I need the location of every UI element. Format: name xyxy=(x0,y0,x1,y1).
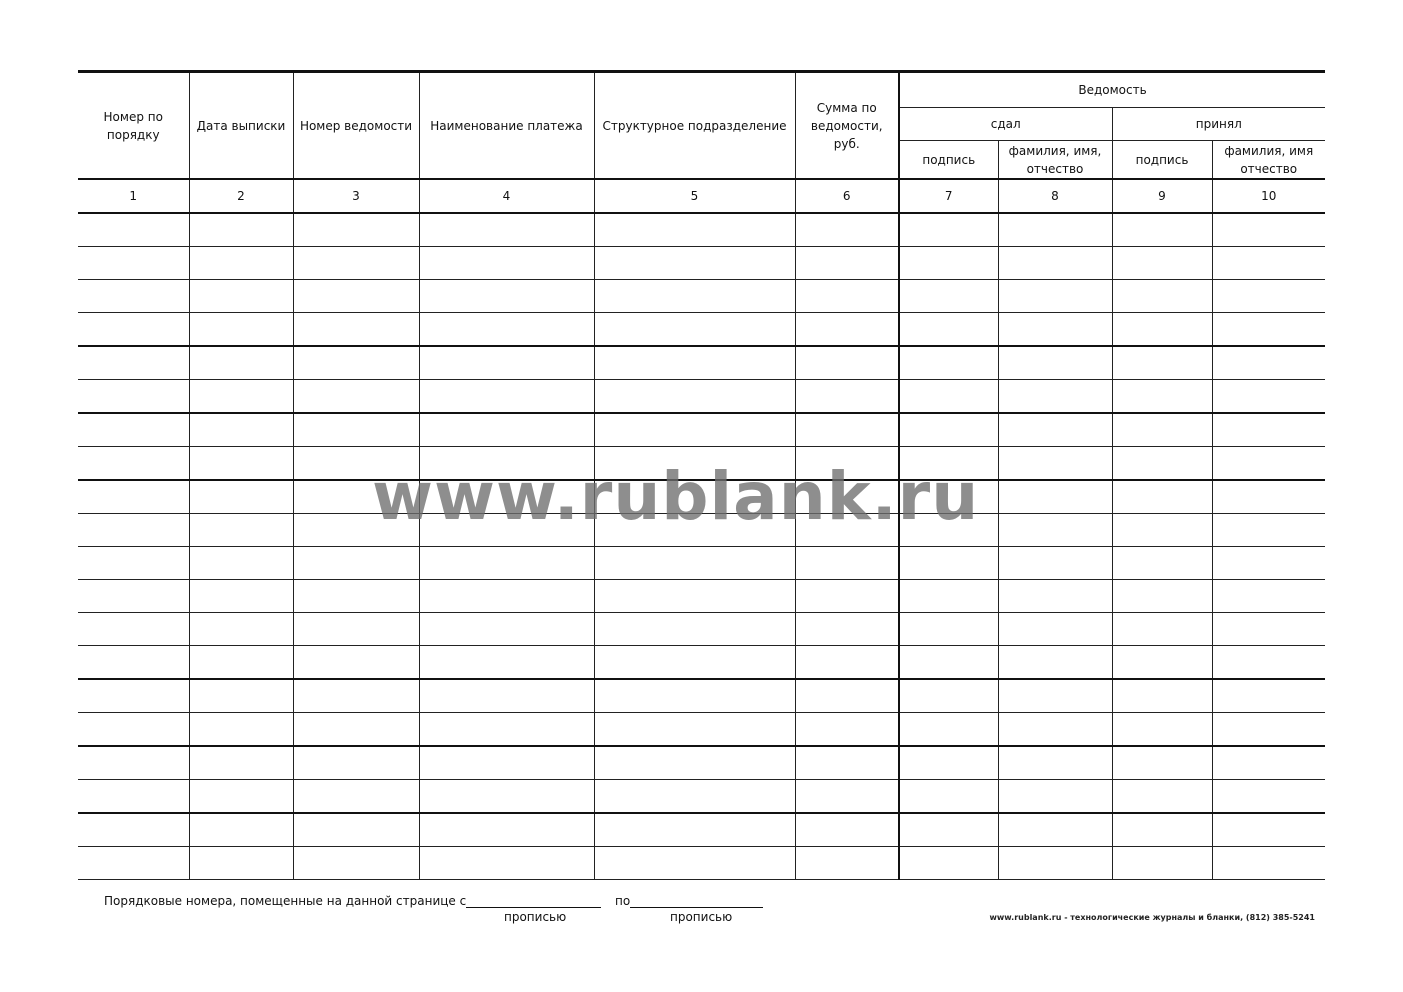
table-cell[interactable] xyxy=(1112,447,1212,481)
table-row xyxy=(78,346,1325,380)
table-cell[interactable] xyxy=(998,780,1112,814)
header-gave: сдал xyxy=(899,108,1112,141)
table-cell[interactable] xyxy=(189,247,293,280)
table-cell[interactable] xyxy=(189,813,293,847)
table-cell[interactable] xyxy=(899,713,998,747)
table-cell[interactable] xyxy=(899,813,998,847)
header-statement-group: Ведомость xyxy=(899,72,1325,108)
header-signature-gave: подпись xyxy=(899,141,998,180)
table-row xyxy=(78,713,1325,747)
column-number: 6 xyxy=(795,179,899,213)
table-cell[interactable] xyxy=(78,346,189,380)
table-cell[interactable] xyxy=(293,447,419,481)
table-cell[interactable] xyxy=(78,313,189,347)
table-cell[interactable] xyxy=(594,746,795,780)
table-cell[interactable] xyxy=(1212,780,1325,814)
table-cell[interactable] xyxy=(189,580,293,613)
table-cell[interactable] xyxy=(1112,847,1212,880)
publisher-credit: www.rublank.ru - технологические журналы и бланки, (812) 385-5241 xyxy=(989,913,1315,922)
table-cell[interactable] xyxy=(419,646,594,680)
table-cell[interactable] xyxy=(899,547,998,580)
table-cell[interactable] xyxy=(795,313,899,347)
table-cell[interactable] xyxy=(899,646,998,680)
table-cell[interactable] xyxy=(795,713,899,747)
table-cell[interactable] xyxy=(1212,380,1325,414)
table-cell[interactable] xyxy=(795,280,899,313)
table-cell[interactable] xyxy=(795,514,899,547)
table-cell[interactable] xyxy=(594,480,795,514)
table-cell[interactable] xyxy=(795,847,899,880)
footer-po: по xyxy=(615,894,631,908)
table-cell[interactable] xyxy=(189,746,293,780)
table-cell[interactable] xyxy=(419,580,594,613)
table-cell[interactable] xyxy=(899,280,998,313)
table-cell[interactable] xyxy=(293,713,419,747)
table-cell[interactable] xyxy=(795,813,899,847)
table-cell[interactable] xyxy=(1212,514,1325,547)
table-cell[interactable] xyxy=(899,247,998,280)
table-cell[interactable] xyxy=(1212,746,1325,780)
table-cell[interactable] xyxy=(594,713,795,747)
table-cell[interactable] xyxy=(78,613,189,646)
column-number: 7 xyxy=(899,179,998,213)
table-cell[interactable] xyxy=(899,447,998,481)
table-cell[interactable] xyxy=(998,247,1112,280)
table-cell[interactable] xyxy=(795,380,899,414)
table-cell[interactable] xyxy=(1112,514,1212,547)
table-cell[interactable] xyxy=(998,447,1112,481)
column-number: 5 xyxy=(594,179,795,213)
table-cell[interactable] xyxy=(293,213,419,247)
table-cell[interactable] xyxy=(998,547,1112,580)
table-cell[interactable] xyxy=(293,413,419,447)
table-cell[interactable] xyxy=(795,613,899,646)
table-cell[interactable] xyxy=(293,646,419,680)
table-row xyxy=(78,847,1325,880)
table-cell[interactable] xyxy=(899,746,998,780)
table-cell[interactable] xyxy=(795,780,899,814)
table-cell[interactable] xyxy=(293,813,419,847)
header-division: Структурное подразделение xyxy=(594,72,795,180)
table-cell[interactable] xyxy=(1112,213,1212,247)
table-cell[interactable] xyxy=(1212,713,1325,747)
table-row xyxy=(78,213,1325,247)
table-cell[interactable] xyxy=(189,280,293,313)
watermark: www.rublank.ru xyxy=(372,458,980,535)
table-cell[interactable] xyxy=(419,213,594,247)
table-cell[interactable] xyxy=(899,613,998,646)
table-cell[interactable] xyxy=(795,346,899,380)
table-cell[interactable] xyxy=(1212,247,1325,280)
table-cell[interactable] xyxy=(998,580,1112,613)
table-cell[interactable] xyxy=(899,679,998,713)
table-row xyxy=(78,547,1325,580)
table-cell[interactable] xyxy=(998,380,1112,414)
table-cell[interactable] xyxy=(899,580,998,613)
table-cell[interactable] xyxy=(594,847,795,880)
table-cell[interactable] xyxy=(899,780,998,814)
table-cell[interactable] xyxy=(1212,847,1325,880)
table-cell[interactable] xyxy=(1112,613,1212,646)
table-row xyxy=(78,413,1325,447)
table-cell[interactable] xyxy=(1112,679,1212,713)
table-cell[interactable] xyxy=(795,547,899,580)
table-cell[interactable] xyxy=(189,646,293,680)
table-cell[interactable] xyxy=(998,280,1112,313)
header-signature-received: подпись xyxy=(1112,141,1212,180)
ledger-sheet xyxy=(78,70,1325,880)
column-number: 10 xyxy=(1212,179,1325,213)
header-order-number: Номер по порядку xyxy=(103,109,163,142)
table-cell[interactable] xyxy=(1212,813,1325,847)
table-cell[interactable] xyxy=(419,847,594,880)
table-cell[interactable] xyxy=(1212,613,1325,646)
table-cell[interactable] xyxy=(78,213,189,247)
table-cell[interactable] xyxy=(795,746,899,780)
table-cell[interactable] xyxy=(998,213,1112,247)
table-cell[interactable] xyxy=(293,514,419,547)
table-cell[interactable] xyxy=(1112,480,1212,514)
table-cell[interactable] xyxy=(78,780,189,814)
table-cell[interactable] xyxy=(189,679,293,713)
table-cell[interactable] xyxy=(795,480,899,514)
table-cell[interactable] xyxy=(419,346,594,380)
table-cell[interactable] xyxy=(78,547,189,580)
table-cell[interactable] xyxy=(189,514,293,547)
table-cell[interactable] xyxy=(419,480,594,514)
table-cell[interactable] xyxy=(78,514,189,547)
table-cell[interactable] xyxy=(78,380,189,414)
table-cell[interactable] xyxy=(899,313,998,347)
table-cell[interactable] xyxy=(594,380,795,414)
table-cell[interactable] xyxy=(998,646,1112,680)
table-cell[interactable] xyxy=(998,514,1112,547)
table-cell[interactable] xyxy=(594,547,795,580)
column-number: 4 xyxy=(419,179,594,213)
header-statement-number: Номер ведомости xyxy=(293,72,419,180)
column-number: 8 xyxy=(998,179,1112,213)
table-cell[interactable] xyxy=(419,313,594,347)
table-cell[interactable] xyxy=(189,380,293,414)
table-cell[interactable] xyxy=(1212,547,1325,580)
table-cell[interactable] xyxy=(1112,746,1212,780)
table-cell[interactable] xyxy=(1212,646,1325,680)
table-cell[interactable] xyxy=(189,780,293,814)
table-cell[interactable] xyxy=(594,514,795,547)
table-cell[interactable] xyxy=(78,480,189,514)
header-amount: Сумма по ведомости, руб. xyxy=(795,72,899,180)
table-row xyxy=(78,580,1325,613)
table-cell[interactable] xyxy=(998,480,1112,514)
table-cell[interactable] xyxy=(1212,580,1325,613)
table-cell[interactable] xyxy=(899,480,998,514)
table-cell[interactable] xyxy=(78,280,189,313)
table-cell[interactable] xyxy=(293,313,419,347)
table-cell[interactable] xyxy=(1112,313,1212,347)
table-cell[interactable] xyxy=(1112,346,1212,380)
table-row xyxy=(78,380,1325,414)
header-fullname-received: фамилия, имя отчество xyxy=(1212,141,1325,180)
table-cell[interactable] xyxy=(594,679,795,713)
table-cell[interactable] xyxy=(998,346,1112,380)
table-cell[interactable] xyxy=(293,613,419,646)
table-cell[interactable] xyxy=(293,580,419,613)
table-cell[interactable] xyxy=(899,514,998,547)
table-cell[interactable] xyxy=(419,613,594,646)
table-cell[interactable] xyxy=(78,447,189,481)
table-cell[interactable] xyxy=(293,847,419,880)
table-cell[interactable] xyxy=(419,746,594,780)
table-cell[interactable] xyxy=(1112,580,1212,613)
table-row xyxy=(78,280,1325,313)
table-cell[interactable] xyxy=(189,413,293,447)
table-cell[interactable] xyxy=(594,280,795,313)
table-row xyxy=(78,746,1325,780)
table-cell[interactable] xyxy=(78,746,189,780)
table-cell[interactable] xyxy=(419,780,594,814)
table-cell[interactable] xyxy=(78,413,189,447)
table-cell[interactable] xyxy=(78,679,189,713)
table-cell[interactable] xyxy=(78,813,189,847)
table-cell[interactable] xyxy=(998,613,1112,646)
table-cell[interactable] xyxy=(1212,213,1325,247)
table-row xyxy=(78,480,1325,514)
table-cell[interactable] xyxy=(1212,679,1325,713)
table-cell[interactable] xyxy=(1212,346,1325,380)
table-cell[interactable] xyxy=(594,447,795,481)
table-cell[interactable] xyxy=(293,547,419,580)
table-cell[interactable] xyxy=(1212,480,1325,514)
table-cell[interactable] xyxy=(594,346,795,380)
table-cell[interactable] xyxy=(594,247,795,280)
header-received: принял xyxy=(1112,108,1325,141)
table-row xyxy=(78,447,1325,481)
table-cell[interactable] xyxy=(998,679,1112,713)
table-cell[interactable] xyxy=(189,447,293,481)
table-cell[interactable] xyxy=(419,679,594,713)
table-cell[interactable] xyxy=(419,447,594,481)
table-row xyxy=(78,646,1325,680)
table-cell[interactable] xyxy=(189,547,293,580)
table-cell[interactable] xyxy=(998,413,1112,447)
table-cell[interactable] xyxy=(419,813,594,847)
table-cell[interactable] xyxy=(189,613,293,646)
table-cell[interactable] xyxy=(293,346,419,380)
header-issue-date: Дата выписки xyxy=(189,72,293,180)
ledger-table xyxy=(78,70,1325,880)
table-cell[interactable] xyxy=(189,713,293,747)
table-cell[interactable] xyxy=(1112,780,1212,814)
footer-text: Порядковые номера, помещенные на данной странице с xyxy=(104,894,467,908)
table-cell[interactable] xyxy=(1212,413,1325,447)
column-numbers-row xyxy=(78,179,1325,213)
table-cell[interactable] xyxy=(795,580,899,613)
table-cell[interactable] xyxy=(78,646,189,680)
table-cell[interactable] xyxy=(293,780,419,814)
table-cell[interactable] xyxy=(1212,447,1325,481)
header-payment-name: Наименование платежа xyxy=(419,72,594,180)
table-cell[interactable] xyxy=(293,380,419,414)
table-cell[interactable] xyxy=(594,813,795,847)
table-row xyxy=(78,247,1325,280)
column-number: 2 xyxy=(189,179,293,213)
table-cell[interactable] xyxy=(293,247,419,280)
table-cell[interactable] xyxy=(899,380,998,414)
table-cell[interactable] xyxy=(78,247,189,280)
table-cell[interactable] xyxy=(419,514,594,547)
table-cell[interactable] xyxy=(189,346,293,380)
from-blank-field[interactable] xyxy=(466,891,601,908)
table-cell[interactable] xyxy=(795,646,899,680)
table-cell[interactable] xyxy=(795,247,899,280)
table-row xyxy=(78,813,1325,847)
footer-page-range xyxy=(104,891,763,908)
table-cell[interactable] xyxy=(1112,247,1212,280)
table-cell[interactable] xyxy=(795,213,899,247)
table-cell[interactable] xyxy=(293,280,419,313)
table-cell[interactable] xyxy=(998,713,1112,747)
table-cell[interactable] xyxy=(899,346,998,380)
table-cell[interactable] xyxy=(419,713,594,747)
table-cell[interactable] xyxy=(293,746,419,780)
table-cell[interactable] xyxy=(1112,646,1212,680)
table-cell[interactable] xyxy=(899,213,998,247)
table-cell[interactable] xyxy=(1112,547,1212,580)
table-cell[interactable] xyxy=(419,380,594,414)
table-cell[interactable] xyxy=(594,780,795,814)
table-cell[interactable] xyxy=(1212,280,1325,313)
table-cell[interactable] xyxy=(419,280,594,313)
table-cell[interactable] xyxy=(1112,380,1212,414)
table-cell[interactable] xyxy=(1212,313,1325,347)
table-cell[interactable] xyxy=(998,847,1112,880)
column-number: 1 xyxy=(78,179,189,213)
table-cell[interactable] xyxy=(1112,713,1212,747)
table-row xyxy=(78,514,1325,547)
to-blank-field[interactable] xyxy=(630,891,763,908)
table-cell[interactable] xyxy=(293,480,419,514)
table-cell[interactable] xyxy=(795,413,899,447)
table-cell[interactable] xyxy=(899,847,998,880)
column-number: 9 xyxy=(1112,179,1212,213)
table-row xyxy=(78,613,1325,646)
table-cell[interactable] xyxy=(78,713,189,747)
table-cell[interactable] xyxy=(419,247,594,280)
propisyu-label-1: прописью xyxy=(504,910,567,924)
table-cell[interactable] xyxy=(795,447,899,481)
table-cell[interactable] xyxy=(594,646,795,680)
table-cell[interactable] xyxy=(189,213,293,247)
table-cell[interactable] xyxy=(1112,813,1212,847)
column-number: 3 xyxy=(293,179,419,213)
table-cell[interactable] xyxy=(293,679,419,713)
table-cell[interactable] xyxy=(594,580,795,613)
table-cell[interactable] xyxy=(1112,413,1212,447)
table-cell[interactable] xyxy=(594,213,795,247)
table-cell[interactable] xyxy=(419,547,594,580)
table-cell[interactable] xyxy=(78,580,189,613)
table-cell[interactable] xyxy=(594,613,795,646)
table-cell[interactable] xyxy=(419,413,594,447)
table-cell[interactable] xyxy=(998,746,1112,780)
table-cell[interactable] xyxy=(594,413,795,447)
table-cell[interactable] xyxy=(1112,280,1212,313)
table-cell[interactable] xyxy=(998,313,1112,347)
table-cell[interactable] xyxy=(594,313,795,347)
table-cell[interactable] xyxy=(899,413,998,447)
table-cell[interactable] xyxy=(78,847,189,880)
table-row xyxy=(78,780,1325,814)
table-row xyxy=(78,679,1325,713)
table-cell[interactable] xyxy=(795,679,899,713)
table-cell[interactable] xyxy=(998,813,1112,847)
table-cell[interactable] xyxy=(189,313,293,347)
table-row xyxy=(78,313,1325,347)
table-cell[interactable] xyxy=(189,847,293,880)
table-cell[interactable] xyxy=(189,480,293,514)
header-fullname-gave: фамилия, имя, отчество xyxy=(998,141,1112,180)
propisyu-label-2: прописью xyxy=(670,910,733,924)
